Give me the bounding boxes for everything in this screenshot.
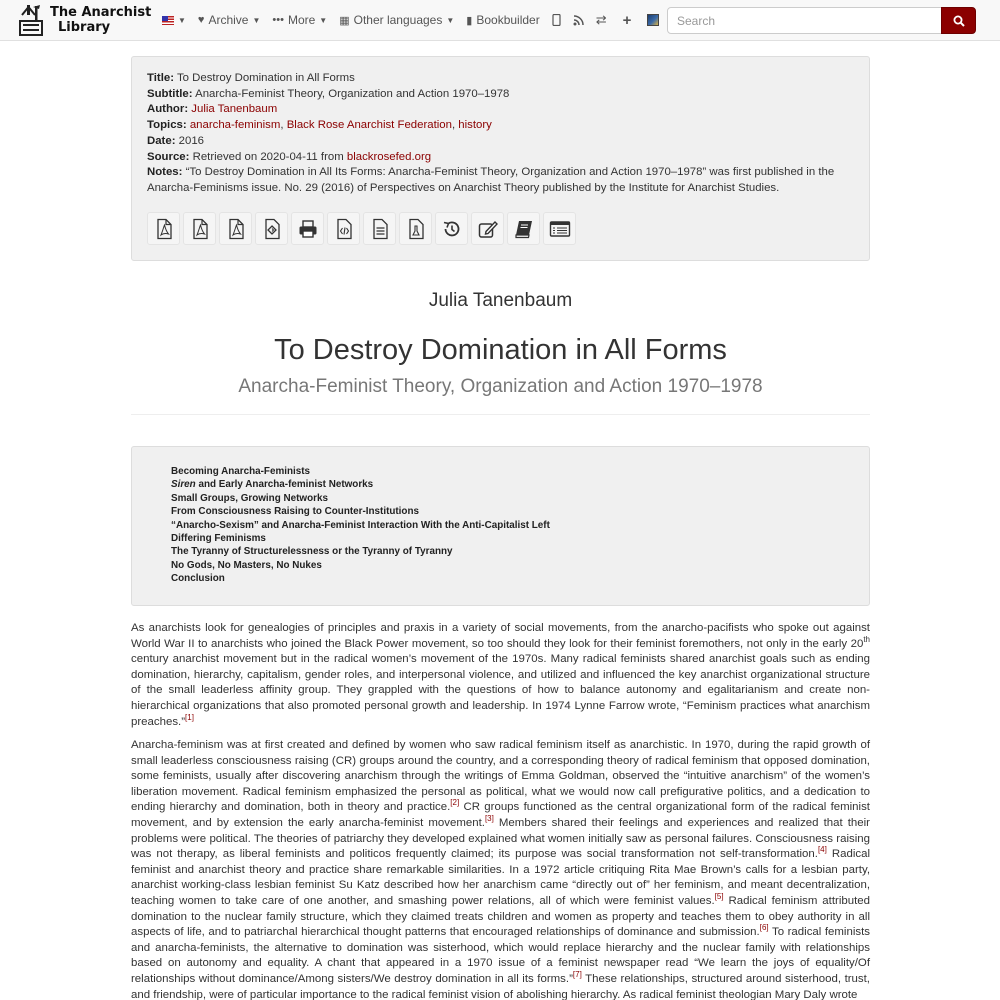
search-input[interactable] [667,7,943,34]
epub-icon [261,218,283,240]
table-of-contents [131,446,870,606]
book-icon: ▮ [466,14,473,27]
language-menu[interactable] [162,16,186,25]
download-epub-button[interactable] [255,212,288,245]
meta-author-row: Author: Julia Tanenbaum [147,103,278,116]
footnote-link[interactable]: [4] [817,845,827,855]
edit-button[interactable] [471,212,504,245]
us-flag-icon [162,16,174,25]
toc-item[interactable]: Siren and Early Anarcha-feminist Networks [171,479,374,491]
catalog-icon [549,218,571,240]
topic-link[interactable]: Black Rose Anarchist Federation [286,119,452,132]
navbar [0,0,1000,41]
footnote-link[interactable]: [7] [572,970,582,980]
site-logo-link[interactable] [18,3,151,37]
shuffle-icon: ⇄ [595,12,607,27]
body-paragraph: Anarcha-feminism was at first created and defined by women who saw radical feminism itself as anarchistic. In 1970, during the rapid growth of small leaderless consciousness raising (CR) groups around the country, and a corresponding theory of radical feminism that opposed domination, some feminists, usually after discovering anarchism through the writings of Emma Goldman, observed the “intuitive anarchism” of the women’s liberation movement. Radical feminism emphasized the personal as political, what we would now call prefigurative politics, and a dedication to ending hierarchy and domination, both in theory and practice.[2] CR groups functioned as the central organizational form of the radical feminist movement, and by extension the early anarcha-feminist movement.[3] Members shared their feelings and experiences and realized that their problems were political. The theories of patriarchy they developed explained what women initially saw as personal failures. Consciousness raising was not therapy, as liberal feminists and politicos frequently claimed; its purpose was social transformation not self-transformation.[4] Radical feminist and anarchist theory and practice share remarkable similarities. In a 1972 article critiquing Rita Mae Brown’s calls for a lesbian party, anarchist working-class lesbian feminist Su Katz described how her anarchism came “directly out of” her feminism, and meant decentralization, teaching women to take care of one another, and smashing power relations, all of which were feminist values.[5] Radical feminism attributed domination to the nuclear family structure, which they claimed treats children and women as property and teaches them to obey authority in all aspects of life, and to patriarchal hierarchical thought patterns that encouraged relationships of dominance and submission.[6] To radical feminists and anarcha-feminists, the alternative to domination was sisterhood, which would replace hierarchy and the nuclear family with relationships based on autonomy and equality. A chant that appeared in a 1970 issue of a feminist newspaper read “We learn the joys of equality/Of relationships without dominance/Among sisters/We destroy domination in all its forms.”[7] These relationships, structured around sisterhood, trust, and friendship, were of particular importance to the radical feminist vision of abolishing hierarchy. As radical feminist theologian Mary Daly wrote [131,739,870,1000]
footnote-link[interactable]: [1] [185,712,194,722]
catalog-button[interactable] [543,212,576,245]
other-languages-label: Other languages [353,13,443,27]
toc-item[interactable]: From Consciousness Raising to Counter-Institutions [171,506,419,518]
topic-link[interactable]: history [458,119,492,132]
toc-item[interactable]: Differing Feminisms [171,533,266,545]
more-menu[interactable] [272,13,327,27]
print-icon [297,218,319,240]
meta-source-row: Source: Retrieved on 2020-04-11 from blackrosefed.org [147,150,432,163]
pdf-imposed-icon [225,218,247,240]
anarchist-library-logo-icon [18,3,44,37]
download-pdf-imposed-button[interactable] [219,212,252,245]
bookbuilder-link[interactable] [466,13,539,27]
grid-icon: ▦ [339,14,350,27]
rss-icon [573,15,584,26]
footnote-link[interactable]: [2] [450,798,460,808]
plain-text-icon [369,218,391,240]
mobile-link[interactable] [552,14,561,26]
body-paragraph: As anarchists look for genealogies of principles and praxis in a variety of social movements, from the anarcho-pacifists who spoke out against World War II to anarchists who joined the Black Power movement, so too should they look for their feminist foremothers, not only in the early 20th century anarchist movement but in the radical women’s movement of the 1970s. Many radical feminists shared anarchist goals such as ending domination, hierarchy, capitalism, gender roles, and interpersonal violence, and utilized and influenced the key anarchist organizational structure of the small leaderless affinity group. They grappled with the questions of how to balance autonomy and egalitarianism and create non-hierarchical organizations that also promoted personal growth and leadership. In 1974 Lynne Farrow wrote, “Feminism practices what anarchism preaches.”[1] [131,622,870,728]
chevron-down-icon: ▼ [446,15,455,25]
footnote-link[interactable]: [5] [714,892,724,902]
edit-icon [477,218,499,240]
image-icon [647,14,659,26]
search-button[interactable] [941,7,976,34]
source-link[interactable]: blackrosefed.org [346,150,432,163]
archive-label: Archive [208,13,249,27]
brand-line-2: Library [58,20,111,35]
download-toolbar [147,212,579,245]
ellipsis-icon: ••• [272,14,284,26]
toc-item[interactable]: The Tyranny of Structurelessness or the Tyranny of Tyranny [171,546,453,558]
toc-item[interactable]: “Anarcho-Sexism” and Anarcha-Feminist Interaction With the Anti-Capitalist Left [171,519,550,531]
plus-icon: + [622,11,632,29]
bookbuilder-label: Bookbuilder [476,13,540,27]
download-xml-button[interactable] [327,212,360,245]
source-files-button[interactable] [399,212,432,245]
archive-menu[interactable] [198,13,260,27]
mobile-icon [552,14,561,26]
download-pdf-a4-button[interactable] [183,212,216,245]
brand-line-1: The Anarchist [50,5,152,20]
history-icon [441,218,463,240]
text-title: To Destroy Domination in All Forms [274,334,727,366]
chevron-down-icon: ▼ [252,15,261,25]
text-subtitle: Anarcha-Feminist Theory, Organization and Action 1970–1978 [238,376,763,397]
meta-subtitle-row: Subtitle: Anarcha-Feminist Theory, Organization and Action 1970–1978 [147,87,510,100]
footnote-link[interactable]: [6] [759,923,769,933]
add-link[interactable] [623,12,636,29]
text-metadata-panel [131,56,870,261]
meta-topics-row: Topics: anarcha-feminism, Black Rose Anarchist Federation, history [147,119,492,132]
author-link[interactable]: Julia Tanenbaum [191,103,278,116]
source-icon [405,218,427,240]
pdf-icon [153,218,175,240]
other-languages-menu[interactable] [339,13,454,27]
main-nav [162,0,671,40]
history-button[interactable] [435,212,468,245]
topic-link[interactable]: anarcha-feminism [189,119,281,132]
toc-item[interactable]: Conclusion [171,573,225,585]
pdf-a4-icon [189,218,211,240]
download-pdf-button[interactable] [147,212,180,245]
meta-notes-row: Notes: “To Destroy Domination in All Its Forms: Anarcha-Feminist Theory, Organization and Action 1970–1978” was first published in the Anarcha-Feminisms issue. No. 29 (2016) of Perspectives on Anarchist Theory published by the Institute for Anarchist Studies. [147,166,835,194]
random-link[interactable] [596,12,611,28]
heart-icon: ♥ [197,14,205,26]
print-button[interactable] [291,212,324,245]
more-label: More [287,13,316,27]
xml-icon [333,218,355,240]
toc-item[interactable]: Small Groups, Growing Networks [171,492,328,504]
metadata-list [147,71,852,197]
add-to-bookbuilder-button[interactable] [507,212,540,245]
toc-item[interactable]: Becoming Anarcha-Feminists [171,466,311,477]
gallery-link[interactable] [647,14,659,26]
divider [131,414,870,415]
chevron-down-icon: ▼ [319,15,328,25]
footnote-link[interactable]: [3] [484,814,494,824]
meta-title-row: Title: To Destroy Domination in All Forms [147,72,355,84]
meta-date-row: Date: 2016 [147,134,204,147]
search-icon [953,15,965,27]
text-author: Julia Tanenbaum [428,290,573,311]
rss-link[interactable] [573,15,584,26]
chevron-down-icon: ▼ [178,15,186,25]
toc-item[interactable]: No Gods, No Masters, No Nukes [171,559,322,571]
plain-text-button[interactable] [363,212,396,245]
bookbuilder-icon [513,218,535,240]
